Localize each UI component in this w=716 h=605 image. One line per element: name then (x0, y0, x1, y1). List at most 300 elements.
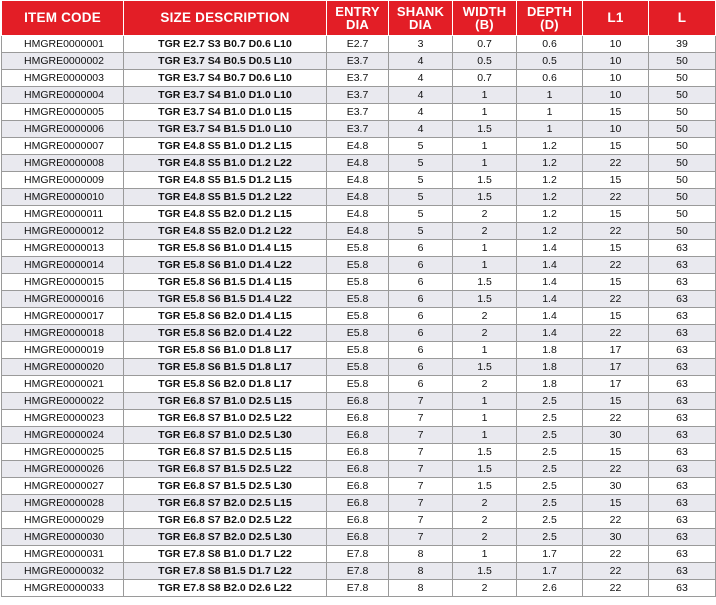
cell-depth: 1.2 (517, 223, 583, 240)
table-row (2, 257, 716, 274)
cell-code: HMGRE0000023 (2, 410, 124, 427)
cell-width: 2 (453, 376, 517, 393)
cell-desc: TGR E6.8 S7 B1.5 D2.5 L15 (124, 444, 327, 461)
table-row (2, 342, 716, 359)
cell-depth: 2.5 (517, 461, 583, 478)
cell-entry: E4.8 (327, 155, 389, 172)
cell-shank: 4 (389, 70, 453, 87)
cell-width: 1 (453, 257, 517, 274)
cell-l1: 15 (583, 240, 649, 257)
cell-shank: 8 (389, 563, 453, 580)
cell-l1: 15 (583, 104, 649, 121)
cell-entry: E5.8 (327, 308, 389, 325)
cell-l: 63 (649, 563, 716, 580)
cell-l: 63 (649, 444, 716, 461)
cell-depth: 1.2 (517, 172, 583, 189)
column-header-shank-line: DIA (409, 17, 432, 32)
cell-width: 0.7 (453, 36, 517, 53)
cell-l: 50 (649, 138, 716, 155)
cell-depth: 1.4 (517, 257, 583, 274)
cell-entry: E6.8 (327, 393, 389, 410)
cell-width: 1.5 (453, 444, 517, 461)
cell-width: 1.5 (453, 478, 517, 495)
cell-code: HMGRE0000013 (2, 240, 124, 257)
table-row (2, 87, 716, 104)
cell-depth: 0.6 (517, 70, 583, 87)
table-row (2, 155, 716, 172)
cell-width: 1 (453, 342, 517, 359)
cell-l: 63 (649, 240, 716, 257)
cell-entry: E3.7 (327, 104, 389, 121)
cell-code: HMGRE0000022 (2, 393, 124, 410)
cell-width: 2 (453, 308, 517, 325)
cell-width: 1 (453, 393, 517, 410)
cell-l: 63 (649, 257, 716, 274)
cell-code: HMGRE0000005 (2, 104, 124, 121)
cell-desc: TGR E3.7 S4 B1.0 D1.0 L10 (124, 87, 327, 104)
table-row (2, 104, 716, 121)
cell-l: 63 (649, 342, 716, 359)
cell-l: 63 (649, 274, 716, 291)
table-row (2, 36, 716, 53)
cell-depth: 0.5 (517, 53, 583, 70)
cell-l: 63 (649, 393, 716, 410)
cell-width: 2 (453, 512, 517, 529)
cell-desc: TGR E5.8 S6 B1.5 D1.4 L15 (124, 274, 327, 291)
cell-l1: 15 (583, 444, 649, 461)
cell-l: 63 (649, 529, 716, 546)
cell-l1: 22 (583, 155, 649, 172)
cell-l: 50 (649, 70, 716, 87)
cell-entry: E3.7 (327, 53, 389, 70)
cell-shank: 7 (389, 393, 453, 410)
cell-code: HMGRE0000002 (2, 53, 124, 70)
cell-depth: 1.8 (517, 376, 583, 393)
cell-shank: 7 (389, 512, 453, 529)
cell-entry: E5.8 (327, 291, 389, 308)
cell-width: 1 (453, 410, 517, 427)
cell-entry: E6.8 (327, 478, 389, 495)
cell-l1: 22 (583, 325, 649, 342)
cell-width: 1 (453, 104, 517, 121)
table-row (2, 308, 716, 325)
cell-width: 1 (453, 240, 517, 257)
cell-l1: 10 (583, 53, 649, 70)
cell-code: HMGRE0000028 (2, 495, 124, 512)
cell-entry: E3.7 (327, 121, 389, 138)
cell-depth: 1.4 (517, 240, 583, 257)
cell-code: HMGRE0000031 (2, 546, 124, 563)
cell-l: 50 (649, 172, 716, 189)
cell-entry: E5.8 (327, 359, 389, 376)
cell-desc: TGR E6.8 S7 B1.5 D2.5 L22 (124, 461, 327, 478)
cell-shank: 4 (389, 87, 453, 104)
cell-l1: 10 (583, 121, 649, 138)
cell-entry: E6.8 (327, 444, 389, 461)
cell-width: 1 (453, 138, 517, 155)
table-row (2, 495, 716, 512)
cell-l1: 22 (583, 410, 649, 427)
table-row (2, 529, 716, 546)
cell-desc: TGR E4.8 S5 B1.0 D1.2 L15 (124, 138, 327, 155)
table-row (2, 189, 716, 206)
cell-depth: 1.4 (517, 308, 583, 325)
column-header-width-line: WIDTH (462, 4, 507, 19)
cell-code: HMGRE0000030 (2, 529, 124, 546)
cell-shank: 7 (389, 461, 453, 478)
table-row (2, 325, 716, 342)
cell-depth: 1.2 (517, 155, 583, 172)
cell-l: 50 (649, 87, 716, 104)
cell-shank: 5 (389, 206, 453, 223)
cell-depth: 1 (517, 121, 583, 138)
cell-l1: 15 (583, 172, 649, 189)
cell-width: 2 (453, 223, 517, 240)
column-header-depth-line: DEPTH (526, 4, 573, 19)
cell-depth: 1.4 (517, 274, 583, 291)
cell-desc: TGR E5.8 S6 B2.0 D1.8 L17 (124, 376, 327, 393)
cell-depth: 2.5 (517, 512, 583, 529)
cell-entry: E6.8 (327, 529, 389, 546)
cell-depth: 1 (517, 87, 583, 104)
table-row (2, 121, 716, 138)
table-row (2, 206, 716, 223)
cell-desc: TGR E3.7 S4 B1.0 D1.0 L15 (124, 104, 327, 121)
cell-width: 2 (453, 325, 517, 342)
cell-width: 1.5 (453, 359, 517, 376)
cell-shank: 8 (389, 580, 453, 597)
cell-depth: 2.5 (517, 427, 583, 444)
cell-code: HMGRE0000025 (2, 444, 124, 461)
table-row (2, 393, 716, 410)
cell-entry: E6.8 (327, 427, 389, 444)
cell-entry: E2.7 (327, 36, 389, 53)
table-row (2, 291, 716, 308)
cell-l: 63 (649, 512, 716, 529)
header-row (2, 1, 716, 36)
table-row (2, 580, 716, 597)
cell-shank: 6 (389, 325, 453, 342)
cell-shank: 6 (389, 376, 453, 393)
cell-width: 1 (453, 546, 517, 563)
cell-code: HMGRE0000001 (2, 36, 124, 53)
column-header-entry-line: DIA (346, 17, 369, 32)
table-row (2, 376, 716, 393)
cell-desc: TGR E6.8 S7 B2.0 D2.5 L15 (124, 495, 327, 512)
cell-depth: 2.5 (517, 495, 583, 512)
column-header-width-line: (B) (475, 17, 494, 32)
cell-desc: TGR E6.8 S7 B1.5 D2.5 L30 (124, 478, 327, 495)
cell-shank: 6 (389, 274, 453, 291)
cell-entry: E4.8 (327, 206, 389, 223)
cell-shank: 6 (389, 240, 453, 257)
cell-depth: 2.5 (517, 478, 583, 495)
cell-desc: TGR E7.8 S8 B2.0 D2.6 L22 (124, 580, 327, 597)
column-header-entry-line: ENTRY (335, 4, 380, 19)
cell-entry: E6.8 (327, 410, 389, 427)
cell-entry: E5.8 (327, 274, 389, 291)
column-header-desc-line: SIZE DESCRIPTION (160, 10, 290, 25)
cell-depth: 2.5 (517, 410, 583, 427)
cell-depth: 1.2 (517, 189, 583, 206)
table-row (2, 444, 716, 461)
cell-width: 2 (453, 529, 517, 546)
cell-l: 63 (649, 478, 716, 495)
cell-width: 1.5 (453, 172, 517, 189)
cell-code: HMGRE0000007 (2, 138, 124, 155)
cell-code: HMGRE0000033 (2, 580, 124, 597)
cell-entry: E5.8 (327, 376, 389, 393)
cell-l1: 22 (583, 291, 649, 308)
cell-code: HMGRE0000020 (2, 359, 124, 376)
column-header-l-line: L (677, 10, 687, 25)
cell-l1: 17 (583, 359, 649, 376)
cell-entry: E7.8 (327, 546, 389, 563)
column-header-desc (124, 1, 327, 36)
cell-width: 1.5 (453, 274, 517, 291)
cell-l1: 22 (583, 189, 649, 206)
cell-l: 50 (649, 104, 716, 121)
cell-code: HMGRE0000024 (2, 427, 124, 444)
cell-shank: 7 (389, 495, 453, 512)
table-row (2, 53, 716, 70)
cell-entry: E3.7 (327, 70, 389, 87)
cell-shank: 7 (389, 427, 453, 444)
cell-entry: E6.8 (327, 461, 389, 478)
cell-depth: 1.2 (517, 206, 583, 223)
cell-l1: 15 (583, 308, 649, 325)
cell-depth: 2.6 (517, 580, 583, 597)
cell-shank: 4 (389, 104, 453, 121)
cell-shank: 7 (389, 444, 453, 461)
cell-desc: TGR E2.7 S3 B0.7 D0.6 L10 (124, 36, 327, 53)
cell-code: HMGRE0000032 (2, 563, 124, 580)
cell-code: HMGRE0000010 (2, 189, 124, 206)
table-row (2, 223, 716, 240)
table-row (2, 563, 716, 580)
table-header (2, 1, 716, 36)
cell-l: 63 (649, 325, 716, 342)
cell-desc: TGR E6.8 S7 B2.0 D2.5 L30 (124, 529, 327, 546)
cell-desc: TGR E6.8 S7 B1.0 D2.5 L15 (124, 393, 327, 410)
table-row (2, 172, 716, 189)
cell-l: 50 (649, 189, 716, 206)
cell-shank: 5 (389, 172, 453, 189)
cell-code: HMGRE0000017 (2, 308, 124, 325)
cell-width: 1.5 (453, 291, 517, 308)
table-row (2, 410, 716, 427)
column-header-entry (327, 1, 389, 36)
cell-l: 50 (649, 53, 716, 70)
cell-desc: TGR E3.7 S4 B0.7 D0.6 L10 (124, 70, 327, 87)
cell-entry: E6.8 (327, 495, 389, 512)
cell-entry: E4.8 (327, 189, 389, 206)
cell-l1: 17 (583, 342, 649, 359)
cell-l1: 22 (583, 546, 649, 563)
cell-desc: TGR E5.8 S6 B1.0 D1.8 L17 (124, 342, 327, 359)
cell-l1: 15 (583, 274, 649, 291)
cell-desc: TGR E4.8 S5 B2.0 D1.2 L15 (124, 206, 327, 223)
cell-desc: TGR E4.8 S5 B1.5 D1.2 L15 (124, 172, 327, 189)
cell-width: 1.5 (453, 563, 517, 580)
table-row (2, 478, 716, 495)
cell-entry: E5.8 (327, 342, 389, 359)
table-row (2, 240, 716, 257)
cell-l: 50 (649, 155, 716, 172)
cell-code: HMGRE0000008 (2, 155, 124, 172)
cell-shank: 6 (389, 291, 453, 308)
cell-depth: 1.2 (517, 138, 583, 155)
column-header-code (2, 1, 124, 36)
cell-entry: E4.8 (327, 172, 389, 189)
cell-l: 50 (649, 206, 716, 223)
cell-depth: 1.4 (517, 325, 583, 342)
cell-depth: 1.7 (517, 546, 583, 563)
cell-entry: E5.8 (327, 325, 389, 342)
cell-width: 1.5 (453, 461, 517, 478)
column-header-shank (389, 1, 453, 36)
grooving-tool-table (1, 0, 716, 597)
table-row (2, 274, 716, 291)
cell-desc: TGR E6.8 S7 B1.0 D2.5 L30 (124, 427, 327, 444)
cell-width: 1 (453, 155, 517, 172)
cell-l: 63 (649, 291, 716, 308)
table-row (2, 512, 716, 529)
cell-l: 63 (649, 546, 716, 563)
cell-shank: 8 (389, 546, 453, 563)
cell-width: 1.5 (453, 121, 517, 138)
cell-desc: TGR E6.8 S7 B2.0 D2.5 L22 (124, 512, 327, 529)
column-header-depth-line: (D) (540, 17, 559, 32)
cell-l1: 22 (583, 257, 649, 274)
cell-entry: E7.8 (327, 563, 389, 580)
cell-depth: 1.7 (517, 563, 583, 580)
cell-code: HMGRE0000026 (2, 461, 124, 478)
cell-l: 50 (649, 121, 716, 138)
cell-desc: TGR E7.8 S8 B1.5 D1.7 L22 (124, 563, 327, 580)
cell-desc: TGR E6.8 S7 B1.0 D2.5 L22 (124, 410, 327, 427)
cell-code: HMGRE0000016 (2, 291, 124, 308)
cell-desc: TGR E3.7 S4 B1.5 D1.0 L10 (124, 121, 327, 138)
cell-code: HMGRE0000003 (2, 70, 124, 87)
cell-code: HMGRE0000029 (2, 512, 124, 529)
cell-desc: TGR E5.8 S6 B1.5 D1.4 L22 (124, 291, 327, 308)
cell-l: 63 (649, 461, 716, 478)
cell-shank: 5 (389, 155, 453, 172)
cell-desc: TGR E4.8 S5 B1.0 D1.2 L22 (124, 155, 327, 172)
cell-desc: TGR E4.8 S5 B2.0 D1.2 L22 (124, 223, 327, 240)
cell-depth: 1 (517, 104, 583, 121)
cell-l1: 15 (583, 393, 649, 410)
cell-entry: E4.8 (327, 138, 389, 155)
column-header-depth (517, 1, 583, 36)
cell-l1: 10 (583, 36, 649, 53)
cell-shank: 5 (389, 223, 453, 240)
column-header-width (453, 1, 517, 36)
cell-desc: TGR E4.8 S5 B1.5 D1.2 L22 (124, 189, 327, 206)
cell-l1: 10 (583, 87, 649, 104)
table-body (2, 36, 716, 597)
cell-width: 2 (453, 495, 517, 512)
cell-l1: 30 (583, 478, 649, 495)
cell-l: 63 (649, 427, 716, 444)
cell-desc: TGR E5.8 S6 B1.0 D1.4 L15 (124, 240, 327, 257)
cell-depth: 2.5 (517, 444, 583, 461)
cell-l1: 22 (583, 512, 649, 529)
cell-code: HMGRE0000014 (2, 257, 124, 274)
cell-l: 50 (649, 223, 716, 240)
cell-desc: TGR E3.7 S4 B0.5 D0.5 L10 (124, 53, 327, 70)
cell-code: HMGRE0000021 (2, 376, 124, 393)
column-header-l1 (583, 1, 649, 36)
table-row (2, 359, 716, 376)
cell-shank: 7 (389, 478, 453, 495)
cell-shank: 7 (389, 410, 453, 427)
column-header-code-line: ITEM CODE (24, 10, 101, 25)
cell-width: 2 (453, 580, 517, 597)
cell-l1: 15 (583, 206, 649, 223)
cell-desc: TGR E5.8 S6 B2.0 D1.4 L22 (124, 325, 327, 342)
cell-code: HMGRE0000004 (2, 87, 124, 104)
cell-code: HMGRE0000019 (2, 342, 124, 359)
cell-code: HMGRE0000009 (2, 172, 124, 189)
cell-l1: 15 (583, 138, 649, 155)
table-row (2, 70, 716, 87)
cell-code: HMGRE0000018 (2, 325, 124, 342)
cell-shank: 6 (389, 342, 453, 359)
cell-desc: TGR E7.8 S8 B1.0 D1.7 L22 (124, 546, 327, 563)
column-header-l (649, 1, 716, 36)
cell-width: 1.5 (453, 189, 517, 206)
cell-l: 63 (649, 376, 716, 393)
cell-shank: 4 (389, 53, 453, 70)
cell-desc: TGR E5.8 S6 B1.5 D1.8 L17 (124, 359, 327, 376)
cell-entry: E3.7 (327, 87, 389, 104)
cell-l1: 30 (583, 529, 649, 546)
cell-width: 1 (453, 427, 517, 444)
cell-shank: 7 (389, 529, 453, 546)
cell-l1: 22 (583, 563, 649, 580)
cell-l1: 22 (583, 461, 649, 478)
cell-shank: 3 (389, 36, 453, 53)
cell-width: 0.5 (453, 53, 517, 70)
cell-l1: 10 (583, 70, 649, 87)
cell-code: HMGRE0000012 (2, 223, 124, 240)
cell-shank: 6 (389, 257, 453, 274)
cell-entry: E6.8 (327, 512, 389, 529)
cell-entry: E5.8 (327, 257, 389, 274)
cell-desc: TGR E5.8 S6 B1.0 D1.4 L22 (124, 257, 327, 274)
cell-l: 63 (649, 410, 716, 427)
cell-shank: 5 (389, 189, 453, 206)
cell-depth: 1.4 (517, 291, 583, 308)
cell-l1: 22 (583, 580, 649, 597)
cell-l1: 30 (583, 427, 649, 444)
column-header-l1-line: L1 (607, 10, 624, 25)
cell-shank: 5 (389, 138, 453, 155)
cell-code: HMGRE0000015 (2, 274, 124, 291)
cell-l: 63 (649, 359, 716, 376)
cell-code: HMGRE0000011 (2, 206, 124, 223)
column-header-shank-line: SHANK (396, 4, 445, 19)
table-row (2, 546, 716, 563)
cell-entry: E5.8 (327, 240, 389, 257)
cell-desc: TGR E5.8 S6 B2.0 D1.4 L15 (124, 308, 327, 325)
cell-l: 63 (649, 580, 716, 597)
table-row (2, 138, 716, 155)
cell-entry: E7.8 (327, 580, 389, 597)
cell-depth: 2.5 (517, 529, 583, 546)
